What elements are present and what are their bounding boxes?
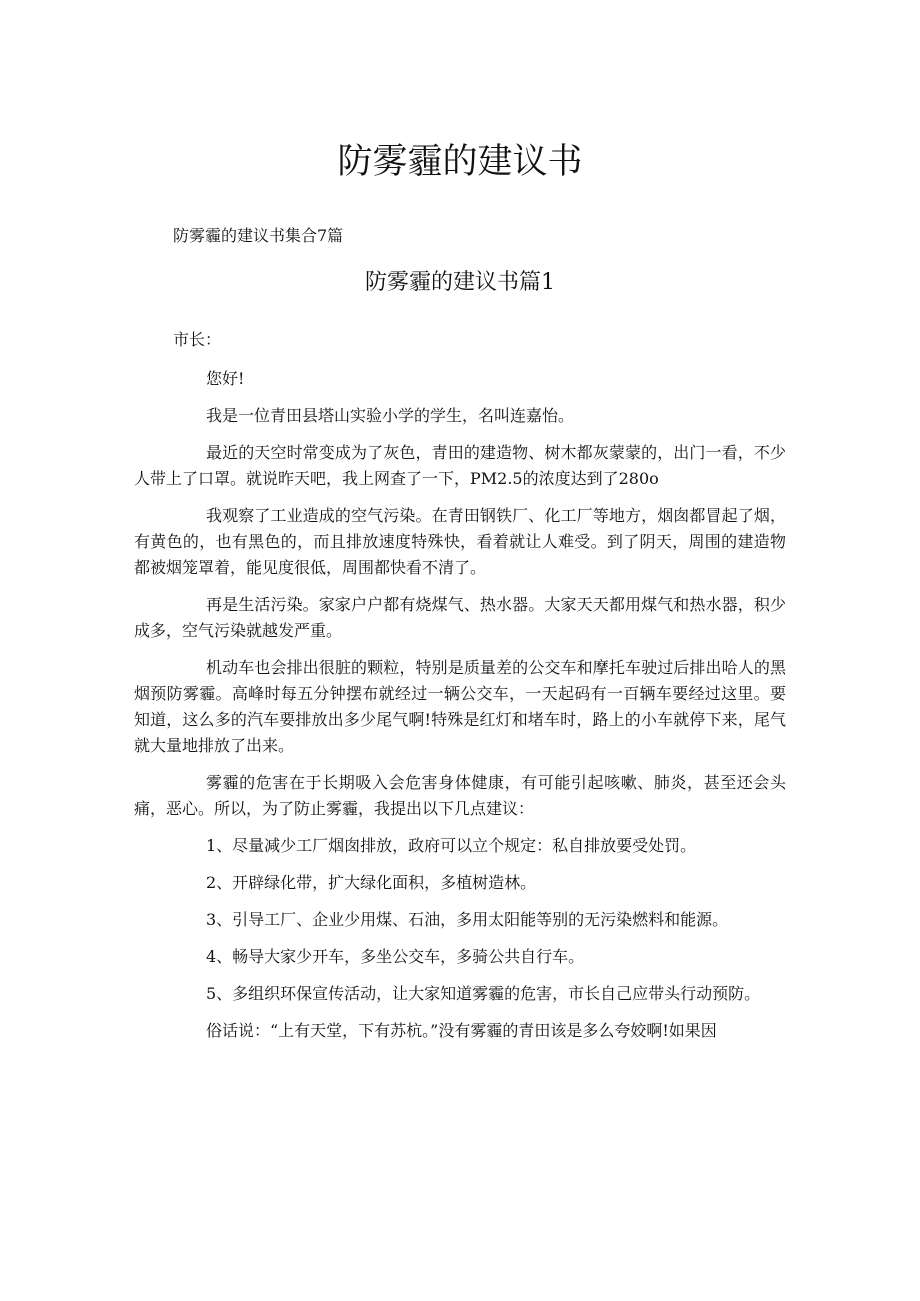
paragraph-greeting: 您好! [206,369,245,388]
suggestion-3: 3、引导工厂、企业少用煤、石油，多用太阳能等别的无污染燃料和能源。 [206,910,729,929]
paragraph-industrial-pollution: 我观察了工业造成的空气污染。在青田钢铁厂、化工厂等地方，烟囱都冒起了烟，有黄色的，也有黑色的，而且排放速度特殊快，看着就让人难受。到了阴天，周围的建造物都被烟笼罩着，能见度很低，周围都快看不清了。 [134,506,786,577]
suggestion-1: 1、尽量减少工厂烟囱排放，政府可以立个规定：私自排放要受处罚。 [206,836,697,855]
paragraph-recent-sky: 最近的天空时常变成为了灰色，青田的建造物、树木都灰蒙蒙的，出门一看，不少人带上了口罩。就说昨天吧，我上网查了一下，PM2.5的浓度达到了280o [134,443,786,488]
salutation: 市长： [173,330,222,349]
paragraph-introduction: 我是一位青田县塔山实验小学的学生，名叫连嘉怡。 [206,406,575,425]
section-title: 防雾霾的建议书篇1 [365,270,555,295]
document-title: 防雾霾的建议书 [337,142,583,182]
suggestion-5: 5、多组织环保宣传活动，让大家知道雾霾的危害，市长自己应带头行动预防。 [206,984,761,1003]
suggestion-2: 2、开辟绿化带，扩大绿化面积，多植树造林。 [206,873,537,892]
paragraph-household-pollution: 再是生活污染。家家户户都有烧煤气、热水器。大家天天都用煤气和热水器，积少成多，空气污染就越发严重。 [134,595,786,640]
letter-body [134,366,786,1055]
document-subtitle: 防雾霾的建议书集合7篇 [173,226,344,245]
paragraph-health-risks: 雾霾的危害在于长期吸入会危害身体健康，有可能引起咳嗽、肺炎，甚至还会头痛，恶心。所以，为了防止雾霾，我提出以下几点建议： [134,773,786,818]
paragraph-vehicle-pollution: 机动车也会排出很脏的颗粒，特别是质量差的公交车和摩托车驶过后排出哈人的黑烟预防雾霾。高峰时每五分钟摆布就经过一辆公交车，一天起码有一百辆车要经过这里。要知道，这么多的汽车要排放出多少尾气啊!特殊是红灯和堵车时，路上的小车就停下来，尾气就大量地排放了出来。 [134,658,786,755]
paragraph-closing-fragment: 俗话说：“上有天堂，下有苏杭。”没有雾霾的青田该是多么夸姣啊!如果因 [206,1021,717,1040]
suggestion-4: 4、畅导大家少开车，多坐公交车，多骑公共自行车。 [206,947,585,966]
